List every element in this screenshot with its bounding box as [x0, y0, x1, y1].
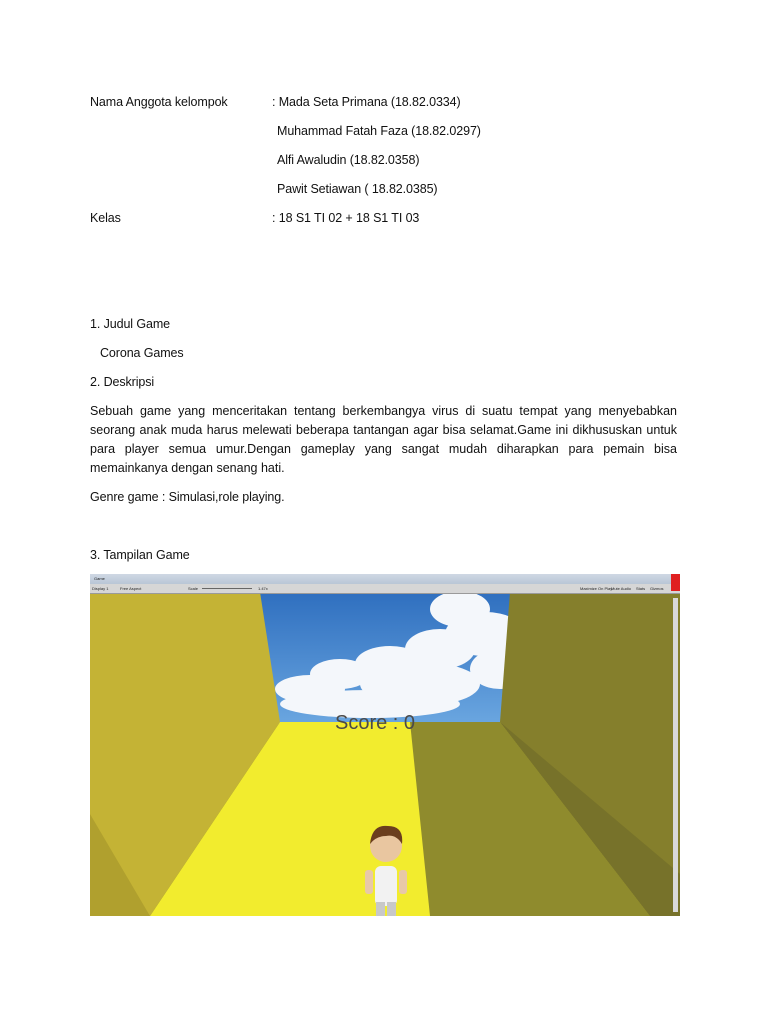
mute-audio-toggle[interactable]: Mute Audio	[611, 586, 632, 591]
display-dropdown[interactable]: Display 1	[92, 586, 109, 591]
score-label: Score : 0	[335, 712, 416, 734]
close-button[interactable]	[671, 574, 680, 591]
gizmos-dropdown[interactable]: Gizmos	[650, 586, 664, 591]
stats-toggle[interactable]: Stats	[636, 586, 646, 591]
member-2: Muhammad Fatah Faza (18.82.0297)	[277, 124, 481, 138]
kelas-value: : 18 S1 TI 02 + 18 S1 TI 03	[272, 211, 420, 225]
game-tab[interactable]: Game	[94, 576, 105, 581]
members-label: Nama Anggota kelompok	[90, 95, 228, 109]
member-4: Pawit Setiawan ( 18.82.0385)	[277, 182, 438, 196]
section-2-heading: 2. Deskripsi	[90, 375, 155, 389]
maximize-on-play-toggle[interactable]: Maximize On Play	[580, 586, 613, 591]
genre-line: Genre game : Simulasi,role playing.	[90, 490, 285, 504]
scale-value: 1.47x	[258, 586, 268, 591]
game-title: Corona Games	[100, 346, 184, 360]
kelas-label: Kelas	[90, 211, 121, 225]
scrollbar[interactable]	[673, 598, 678, 912]
game-screenshot	[90, 574, 680, 916]
description-paragraph: Sebuah game yang menceritakan tentang berkembangya virus di suatu tempat yang menyebabkan seorang anak muda harus melewati beberapa tantangan agar bisa selamat.Game ini dikhususkan untuk para player semua umur.Dengan gameplay yang sangat mudah diharapkan para pemain bisa memainkanya dengan senang hati.	[90, 404, 677, 475]
section-1-heading: 1. Judul Game	[90, 317, 170, 331]
section-3-heading: 3. Tampilan Game	[90, 548, 190, 562]
member-1: : Mada Seta Primana (18.82.0334)	[272, 95, 461, 109]
aspect-dropdown[interactable]: Free Aspect	[120, 586, 142, 591]
game-scene	[90, 574, 680, 916]
scale-slider[interactable]	[202, 588, 252, 589]
editor-toolbar	[90, 584, 680, 594]
scale-label: Scale	[188, 586, 199, 591]
member-3: Alfi Awaludin (18.82.0358)	[277, 153, 420, 167]
